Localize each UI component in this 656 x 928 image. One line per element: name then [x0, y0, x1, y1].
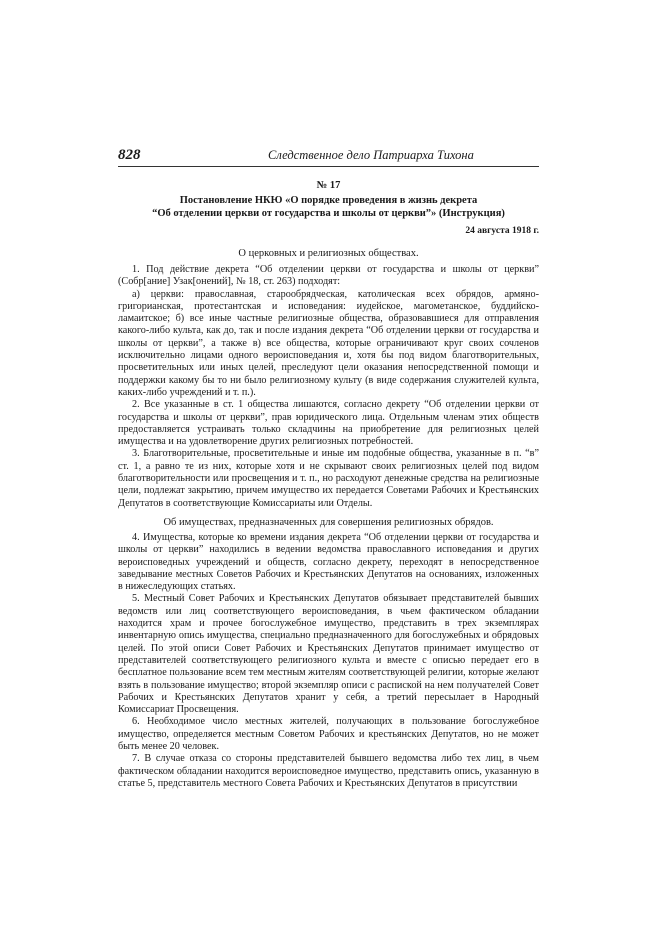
- paragraph-6: 6. Необходимое число местных жителей, получающих в пользование богослужебное имущество, определяется местным Советом Рабочих и крестьянских Депутатов, но не может быть менее 20 человек.: [118, 716, 539, 752]
- section-heading-churches: О церковных и религиозных обществах.: [238, 248, 419, 259]
- page-number: 828: [118, 147, 141, 163]
- paragraph-5: 5. Местный Совет Рабочих и Крестьянских Депутатов обязывает представителей бывших ведомств или лиц соответствующего вероисповедания, в чьем фактическом обладании находится храм и прочее богослужебное имущество, представить в трех экземплярах инвентарную опись имущества, специально предназначенного для богослужебных и обрядовых целей. По этой описи Совет Рабочих и Крестьянских Депутатов принимает имущество от представителей соответствующего религиозного культа и вместе с описью передает его в бесплатное пользование всем тем местным жителям соответствующей религии, которые желают взять в пользование имущество; второй экземпляр описи с распиской на нем получателей Совет Рабочих и Крестьянских Депутатов хранит у себя, а третий пересылает в Народный Комиссариат Просвещения.: [118, 593, 539, 716]
- paragraph-4: 4. Имущества, которые ко времени издания декрета “Об отделении церкви от государства и школы от церкви” находились в ведении ведомства православного исповедания и других вероисповедных учреждений и обществ, согласно декрету, переходят в непосредственное заведывание местных Советов Рабочих и Крестьянских Депутатов на основаниях, изложенных в нижеследующих статьях.: [118, 531, 539, 593]
- section-heading-property: Об имуществах, предназначенных для совершения религиозных обрядов.: [163, 516, 494, 528]
- document-title-line-1: Постановление НКЮ «О порядке проведения в жизнь декрета: [179, 195, 478, 206]
- paragraph-2: 2. Все указанные в ст. 1 общества лишаются, согласно декрету “Об отделении церкви от государства и школы от церкви”, прав юридического лица. Отдельным членам этих обществ предоставляется устраивать только складчины на приобретение для религиозных целей имущества и на удовлетворение других религиозных потребностей.: [118, 399, 539, 448]
- paragraph-7: 7. В случае отказа со стороны представителей бывшего ведомства либо тех лиц, в чьем фактическом обладании находится вероисповедное имущество, представить опись, указанную в статье 5, представитель местного Совета Рабочих и Крестьянских Депутатов в присутствии: [118, 753, 539, 789]
- paragraph-3: 3. Благотворительные, просветительные и иные им подобные общества, указанные в п. “в” ст. 1, а равно те из них, которые хотя и не скрывают своих религиозных целей под видом благотворительности или просвещения и т. п., но расходуют денежные средства на религиозные цели, подлежат закрытию, причем имущество их передается Советами Рабочих и Крестьянских Депутатов в соответствующие Комиссариаты или Отделы.: [118, 448, 539, 509]
- book-title: Следственное дело Патриарха Тихона: [268, 148, 474, 162]
- document-date: 24 августа 1918 г.: [465, 226, 539, 236]
- paragraph-1-subitems: а) церкви: православная, старообрядческая, католическая всех обрядов, армяно-григорианская, протестантская и исповедания: иудейское, магометанское, буддийско-ламаитское; б) все иные частные религиозные общества, образовавшиеся для отправления какого-либо культа, как до, так и после издания декрета “Об отделении церкви от государства и школы от церкви”, а также в) все общества, которые ограничивают круг своих сочленов исключительно лицами одного вероисповедания и, хотя бы под видом благотворительных, просветительных или иных целей, преследуют цели оказания непосредственной помощи и поддержки какому бы то ни было религиозному культу (в виде содержания служителей культа, каких-либо учреждений и т. п.).: [118, 288, 539, 398]
- document-title-line-2: “Об отделении церкви от государства и школы от церкви”» (Инструкция): [152, 207, 505, 219]
- running-header: [118, 146, 539, 167]
- document-number: № 17: [316, 180, 341, 191]
- paragraph-1: 1. Под действие декрета “Об отделении церкви от государства и школы от церкви” (Собр[ание] Узак[онений], № 18, ст. 263) подходят:: [118, 264, 539, 288]
- book-page: [118, 146, 539, 790]
- document-title: [118, 195, 539, 220]
